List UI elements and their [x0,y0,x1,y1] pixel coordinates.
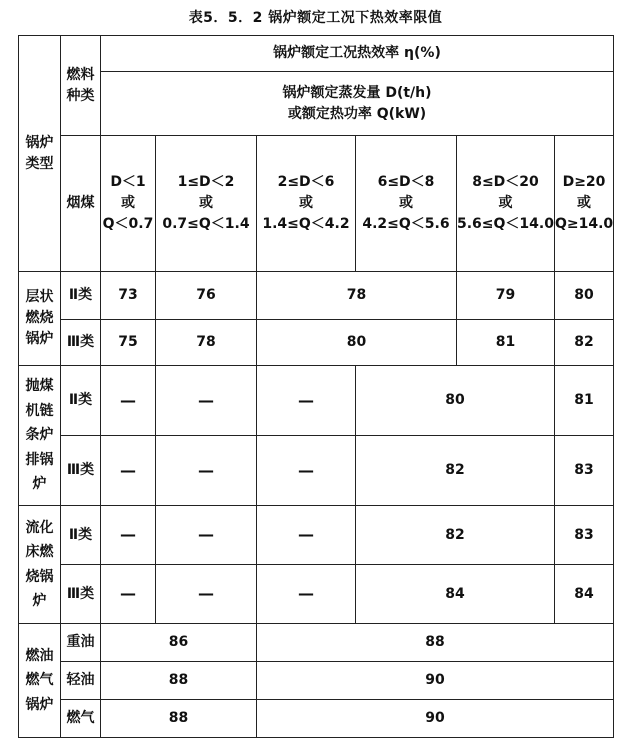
fuel-cell: 燃气 [61,700,101,738]
group-fluid-name [19,506,61,624]
range-header [356,136,457,272]
value-cell: 73 [101,272,156,320]
group-layer-name-text: 层状燃烧锅炉 [25,289,54,347]
value-cell: — [101,506,156,565]
value-cell: — [156,506,257,565]
table-row [19,320,614,366]
group-fluid-name-text: 流化床燃烧锅炉 [25,519,54,609]
value-cell: — [257,565,356,624]
value-cell: — [257,366,356,436]
value-cell: 78 [156,320,257,366]
capacity-header-line2: 或额定热功率 Q(kW) [287,105,427,122]
range-d: 8≤D＜20 [472,174,539,190]
range-or: 或 [299,195,313,211]
range-or: 或 [199,195,213,211]
boiler-type-header-text: 锅炉类型 [25,134,54,172]
range-d: D＜1 [110,174,146,190]
table-row [19,272,614,320]
value-cell: 84 [356,565,555,624]
fuel-cell: Ⅱ类 [61,366,101,436]
value-cell: — [156,366,257,436]
value-cell: 82 [356,436,555,506]
value-cell: 76 [156,272,257,320]
value-cell: 84 [555,565,614,624]
range-q: 1.4≤Q＜4.2 [262,216,350,232]
boiler-type-header [19,36,61,272]
value-cell: 78 [257,272,457,320]
value-cell: 88 [101,700,257,738]
range-q: Q＜0.7 [102,216,154,232]
group-oilgas-name [19,624,61,738]
value-cell: 82 [555,320,614,366]
table-title: 表5．5．2 锅炉额定工况下热效率限值 [188,10,443,26]
efficiency-header: 锅炉额定工况热效率 η(%) [101,36,614,72]
range-header [156,136,257,272]
table-row [19,366,614,436]
value-cell: 81 [457,320,555,366]
range-header [101,136,156,272]
table-row [19,700,614,738]
value-cell: 75 [101,320,156,366]
value-cell: 80 [555,272,614,320]
range-or: 或 [577,195,591,211]
value-cell: 83 [555,436,614,506]
fuel-cell: 重油 [61,624,101,662]
value-cell: 90 [257,700,614,738]
value-cell: 79 [457,272,555,320]
value-cell: 88 [257,624,614,662]
fuel-type-header [61,36,101,136]
table-row [19,506,614,565]
range-header [555,136,614,272]
range-q: Q≥14.0 [555,216,614,232]
fuel-cell: Ⅲ类 [61,565,101,624]
group-layer-name [19,272,61,366]
value-cell: 80 [257,320,457,366]
value-cell: — [101,565,156,624]
range-d: D≥20 [562,174,606,190]
fuel-cell: Ⅱ类 [61,506,101,565]
range-q: 0.7≤Q＜1.4 [162,216,250,232]
value-cell: 80 [356,366,555,436]
range-d: 6≤D＜8 [377,174,435,190]
value-cell: 86 [101,624,257,662]
value-cell: 88 [101,662,257,700]
fuel-cell: Ⅱ类 [61,272,101,320]
value-cell: 83 [555,506,614,565]
range-or: 或 [498,195,513,211]
table-row [19,436,614,506]
value-cell: — [257,506,356,565]
value-cell: — [101,436,156,506]
group-chain-name [19,366,61,506]
group-chain-name-text: 抛煤机链条炉排锅炉 [25,378,54,493]
capacity-header-line1: 锅炉额定蒸发量 D(t/h) [282,84,432,101]
fuel-cell: 轻油 [61,662,101,700]
group-oilgas-name-text: 燃油燃气锅炉 [25,647,54,713]
range-or: 或 [121,195,135,211]
value-cell: 82 [356,506,555,565]
value-cell: — [101,366,156,436]
value-cell: — [257,436,356,506]
range-d: 1≤D＜2 [177,174,235,190]
value-cell: 90 [257,662,614,700]
coal-header: 烟煤 [61,136,101,272]
range-q: 5.6≤Q＜14.0 [457,216,554,232]
fuel-cell: Ⅲ类 [61,436,101,506]
value-cell: — [156,565,257,624]
range-d: 2≤D＜6 [277,174,335,190]
capacity-header [101,72,614,136]
fuel-type-header-text: 燃料种类 [66,66,95,104]
efficiency-table [18,35,614,738]
fuel-cell: Ⅲ类 [61,320,101,366]
range-or: 或 [399,195,413,211]
table-row [19,662,614,700]
table-row [19,624,614,662]
value-cell: — [156,436,257,506]
table-row [19,565,614,624]
range-q: 4.2≤Q＜5.6 [362,216,450,232]
value-cell: 81 [555,366,614,436]
range-header [457,136,555,272]
range-header [257,136,356,272]
